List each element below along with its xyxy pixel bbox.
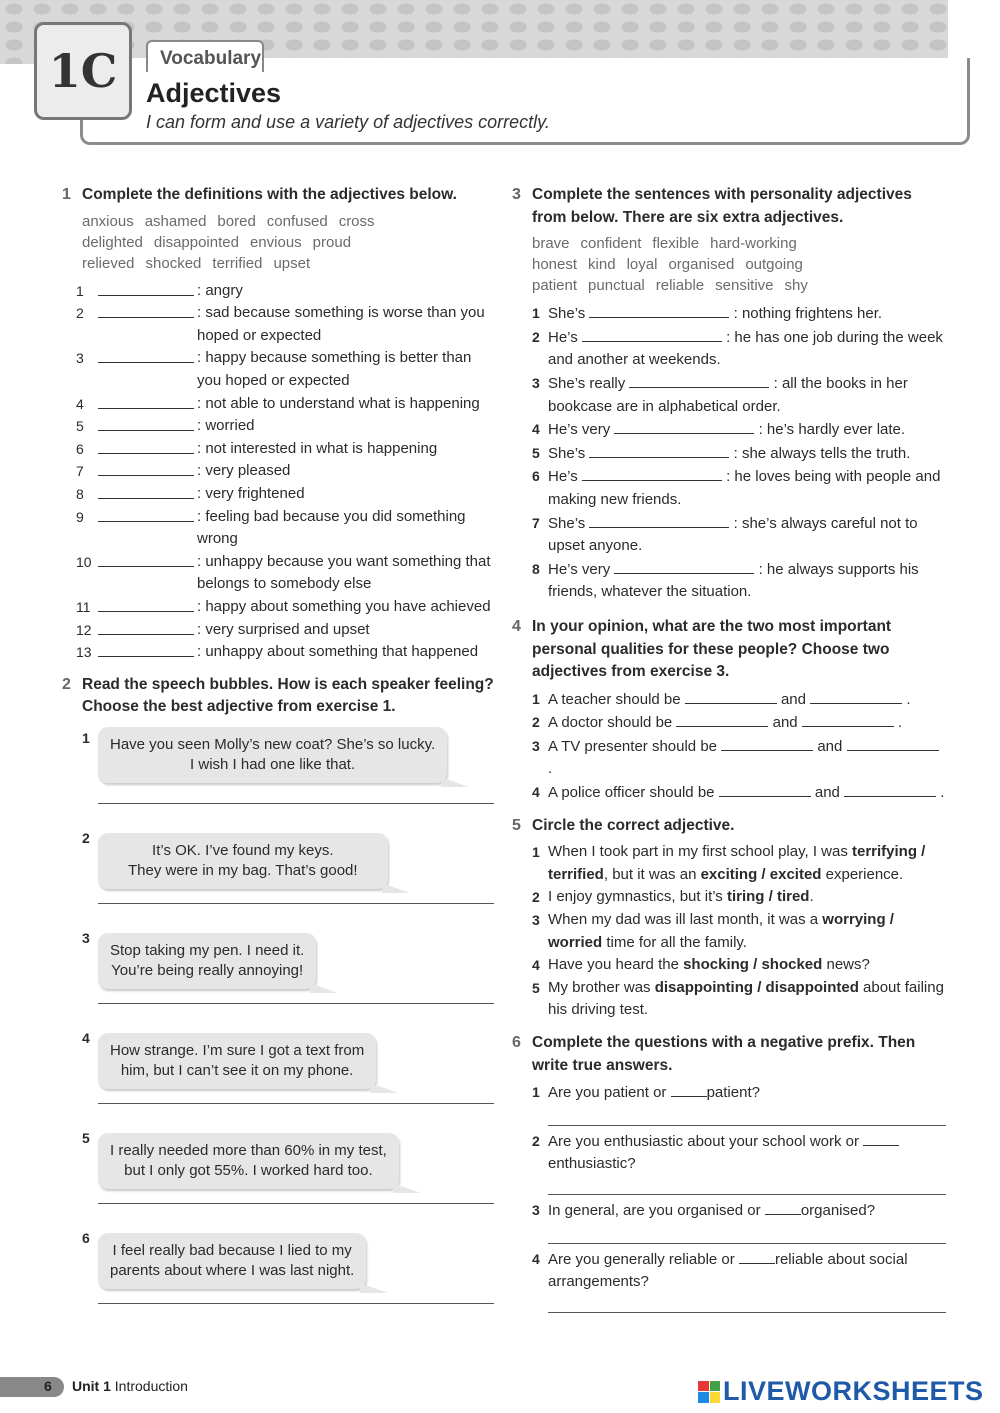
speech-item	[62, 1027, 494, 1127]
speech-item	[62, 1127, 494, 1227]
page-subtitle: I can form and use a variety of adjectives correctly.	[146, 112, 550, 132]
item-number: 5	[82, 1129, 90, 1146]
item-number: 1	[532, 844, 540, 861]
word: loyal	[626, 256, 658, 274]
answer-line[interactable]	[98, 903, 494, 904]
brand-logo[interactable]	[698, 1376, 984, 1407]
bubble-line: You’re being really annoying!	[111, 961, 304, 979]
item-number: 5	[76, 418, 84, 435]
item-text: : nothing frightens her.	[733, 305, 883, 323]
word: patient	[532, 277, 578, 295]
right-column	[512, 184, 946, 1313]
item-number: 1	[76, 282, 84, 299]
item-number: 5	[532, 979, 540, 996]
bubble-line: but I only got 55%. I worked hard too.	[124, 1161, 373, 1179]
word: anxious	[82, 212, 134, 230]
list-item: 3 A TV presenter should be and .	[532, 735, 946, 781]
item-text: reliable about social arrangements?	[548, 1250, 908, 1291]
word: punctual	[588, 277, 645, 295]
word: terrified	[212, 254, 263, 272]
choice-pair[interactable]: shocking / shocked	[683, 956, 823, 974]
item-number: 12	[76, 621, 92, 638]
item-text: : unhappy about something that happened	[197, 643, 479, 661]
ex4-instruction: In your opinion, what are the two most important personal qualities for these people? Choose two adjectives from exercise 3.	[532, 617, 892, 681]
ex1-word-bank	[62, 211, 494, 274]
brand-square	[710, 1381, 721, 1392]
item-number: 9	[76, 508, 84, 525]
answer-line[interactable]	[98, 1003, 494, 1004]
answer-blank[interactable]	[98, 551, 194, 567]
item-text: : happy about something you have achieved	[197, 597, 491, 615]
speech-bubble	[98, 833, 388, 889]
answer-blank[interactable]	[719, 781, 811, 797]
ex1-instruction: Complete the definitions with the adjectives below.	[82, 186, 457, 203]
answer-line[interactable]	[98, 1203, 494, 1204]
bubble-line: How strange. I’m sure I got a text from	[110, 1041, 365, 1059]
ex2-number: 2	[62, 675, 71, 693]
item-number: 5	[532, 444, 540, 461]
answer-blank[interactable]	[589, 442, 729, 458]
choice-pair[interactable]: tiring / tired	[726, 888, 810, 906]
ex6-items	[512, 1081, 946, 1313]
ex5-instruction: Circle the correct adjective.	[532, 816, 735, 834]
word: relieved	[82, 254, 135, 272]
speech-bubble	[98, 933, 316, 989]
item-number: 6	[76, 440, 84, 457]
word: delighted	[82, 233, 143, 251]
header-pattern	[0, 0, 948, 64]
item-text: : very frightened	[197, 484, 305, 502]
list-item	[76, 596, 494, 619]
answer-blank[interactable]	[98, 347, 194, 363]
item-number: 4	[532, 784, 540, 801]
speech-bubble	[98, 727, 447, 783]
list-item: 4 A police officer should be and .	[532, 781, 946, 805]
item-number: 6	[532, 468, 540, 485]
ex1-heading	[62, 184, 494, 207]
word: brave	[532, 235, 570, 253]
answer-blank[interactable]	[98, 619, 194, 635]
list-item	[532, 372, 946, 418]
item-number: 3	[82, 929, 90, 946]
speech-item	[62, 727, 494, 827]
list-item	[532, 977, 946, 1022]
item-text: experience.	[821, 865, 904, 883]
answer-blank[interactable]	[685, 688, 777, 704]
item-number: 7	[532, 514, 540, 531]
and-label: and	[780, 690, 806, 708]
list-item	[532, 1130, 946, 1199]
list-item	[532, 558, 946, 604]
and-label: and	[817, 737, 843, 755]
list-item	[532, 326, 946, 372]
choice-pair[interactable]: terrifying / terrified	[548, 843, 926, 883]
ex1-items	[62, 280, 494, 664]
speech-item	[62, 927, 494, 1027]
list-item	[532, 418, 946, 442]
answer-blank[interactable]	[614, 558, 754, 574]
list-item	[76, 280, 494, 303]
item-text: : very surprised and upset	[197, 620, 370, 638]
item-text: patient?	[706, 1084, 760, 1102]
bubble-line: parents about where I was last night.	[110, 1261, 355, 1279]
ex2-bubbles	[62, 727, 494, 1327]
answer-line[interactable]	[98, 1103, 494, 1104]
word: organised	[668, 256, 735, 274]
unit-code-badge: 1C	[34, 22, 132, 120]
item-number: 3	[76, 350, 84, 367]
speech-bubble	[98, 1233, 366, 1289]
word: bored	[217, 212, 256, 230]
ex5-number: 5	[512, 816, 521, 834]
ex6-heading	[512, 1032, 946, 1077]
item-text: When my dad was ill last month, it was a	[548, 911, 823, 929]
section-tab: Vocabulary	[146, 40, 264, 72]
answer-blank[interactable]	[98, 302, 194, 318]
prefix-blank[interactable]	[739, 1248, 775, 1264]
item-text: I enjoy gymnastics, but it’s	[548, 888, 727, 906]
word: flexible	[652, 235, 700, 253]
ex4-heading	[512, 616, 946, 684]
list-item	[532, 841, 946, 886]
answer-blank[interactable]	[98, 641, 194, 657]
left-column	[62, 184, 494, 1327]
item-number: 2	[532, 1132, 540, 1149]
bubble-line: I really needed more than 60% in my test,	[110, 1141, 387, 1159]
and-label: and	[814, 784, 840, 802]
item-text: He’s very	[548, 421, 611, 439]
ex6-number: 6	[512, 1034, 521, 1051]
ex4-number: 4	[512, 617, 521, 635]
list-item	[76, 393, 494, 416]
item-text: She’s	[548, 305, 586, 323]
item-text: , but it was an	[603, 865, 701, 883]
item-number: 10	[76, 553, 92, 570]
item-text: organised?	[800, 1201, 876, 1219]
item-text: A doctor should be	[548, 714, 673, 732]
item-text: : she’s always careful not to upset anyone.	[548, 514, 918, 555]
footer-bar	[0, 1377, 64, 1397]
ex3-number: 3	[512, 186, 521, 203]
word: shocked	[145, 254, 202, 272]
word: proud	[312, 233, 352, 251]
answer-line[interactable]	[548, 1223, 946, 1244]
ex1-number: 1	[62, 186, 71, 203]
list-item	[76, 641, 494, 664]
answer-blank[interactable]	[676, 711, 768, 727]
item-text: news?	[822, 956, 870, 974]
answer-line[interactable]	[98, 803, 494, 804]
list-item	[76, 483, 494, 506]
unit-title: Introduction	[114, 1378, 188, 1394]
item-text: : sad because something is worse than you hoped or expected	[197, 304, 485, 344]
item-text: : he always supports his friends, whatever the situation.	[548, 560, 919, 601]
bubble-line: Stop taking my pen. I need it.	[110, 941, 305, 959]
item-text: : very pleased	[197, 462, 291, 480]
and-label: and	[772, 714, 798, 732]
item-text: enthusiastic?	[548, 1155, 636, 1173]
list-item	[532, 1248, 946, 1313]
speech-item	[62, 827, 494, 927]
item-text: : feeling bad because you did something wrong	[197, 507, 466, 548]
answer-blank[interactable]	[614, 418, 754, 434]
choice-pair[interactable]: exciting / excited	[700, 865, 822, 883]
answer-blank[interactable]	[802, 711, 894, 727]
item-text: : worried	[197, 417, 255, 435]
item-number: 11	[76, 598, 91, 615]
item-text: : all the books in her bookcase are in alphabetical order.	[548, 374, 908, 415]
ex6-instruction: Complete the questions with a negative prefix. Then write true answers.	[532, 1034, 916, 1074]
prefix-blank[interactable]	[765, 1199, 801, 1215]
ex3-heading	[512, 184, 946, 229]
list-item	[76, 415, 494, 438]
item-number: 4	[76, 395, 84, 412]
item-text: Are you generally reliable or	[548, 1250, 735, 1268]
speech-item	[62, 1227, 494, 1327]
item-text: She’s really	[548, 374, 626, 392]
answer-line[interactable]	[98, 1303, 494, 1304]
answer-blank[interactable]	[98, 460, 194, 476]
item-number: 4	[532, 957, 540, 974]
page-number: 6	[44, 1378, 52, 1394]
item-text: : happy because something is better than you hoped or expected	[197, 349, 472, 389]
word: confident	[580, 235, 642, 253]
speech-bubble	[98, 1033, 376, 1089]
item-text: : he has one job during the week and another at weekends.	[548, 328, 943, 369]
list-item	[76, 619, 494, 642]
item-text: : he loves being with people and making new friends.	[548, 468, 941, 508]
item-text: When I took part in my first school play, I was	[548, 843, 852, 861]
bubble-line: him, but I can’t see it on my phone.	[120, 1061, 354, 1079]
bubble-line: Have you seen Molly’s new coat? She’s so lucky.	[110, 735, 436, 753]
word: hard-working	[710, 235, 797, 253]
ex3-word-bank	[512, 233, 946, 296]
ex5-heading	[512, 815, 946, 838]
word: outgoing	[745, 256, 803, 274]
word: envious	[249, 233, 302, 251]
answer-blank[interactable]	[629, 372, 769, 388]
item-text: : angry	[197, 281, 243, 299]
item-number: 4	[532, 421, 540, 438]
answer-blank[interactable]	[98, 596, 194, 612]
item-number: 3	[532, 374, 540, 391]
choice-pair[interactable]: disappointing / disappointed	[654, 978, 859, 996]
ex2-heading	[62, 674, 494, 719]
answer-blank[interactable]	[582, 465, 722, 481]
word: shy	[784, 277, 808, 295]
bubble-line: It’s OK. I’ve found my keys.	[152, 841, 334, 859]
answer-blank[interactable]	[847, 735, 939, 751]
item-text: : unhappy because you want something that belongs to somebody else	[197, 552, 491, 593]
word: upset	[273, 254, 311, 272]
answer-blank[interactable]	[98, 415, 194, 431]
item-number: 2	[82, 829, 90, 846]
list-item	[532, 909, 946, 954]
item-text: .	[809, 888, 814, 906]
word: ashamed	[144, 212, 207, 230]
list-item	[76, 506, 494, 551]
item-number: 1	[532, 1084, 540, 1101]
item-number: 2	[532, 328, 540, 345]
item-text: : not able to understand what is happening	[197, 394, 480, 412]
prefix-blank[interactable]	[863, 1130, 899, 1146]
item-text: : not interested in what is happening	[197, 439, 438, 457]
answer-blank[interactable]	[98, 483, 194, 499]
item-number: 4	[82, 1029, 90, 1046]
item-text: He’s	[548, 468, 578, 486]
answer-blank[interactable]	[589, 512, 729, 528]
item-text: In general, are you organised or	[548, 1201, 761, 1219]
item-text: A police officer should be	[548, 784, 715, 802]
list-item	[532, 465, 946, 511]
item-text: My brother was	[548, 978, 655, 996]
answer-blank[interactable]	[98, 438, 194, 454]
ex2-instruction: Read the speech bubbles. How is each speaker feeling? Choose the best adjective from exercise 1.	[82, 675, 494, 716]
answer-blank[interactable]	[589, 302, 729, 318]
bubble-line: They were in my bag. That’s good!	[128, 861, 358, 879]
item-number: 8	[532, 560, 540, 577]
word: honest	[532, 256, 578, 274]
list-item	[76, 551, 494, 596]
item-text: She’s	[548, 444, 586, 462]
item-number: 2	[76, 305, 84, 322]
bubble-line: I wish I had one like that.	[190, 755, 356, 773]
item-text: : she always tells the truth.	[733, 444, 911, 462]
list-item	[532, 302, 946, 326]
item-text: He’s	[548, 328, 578, 346]
item-number: 3	[532, 912, 540, 929]
ex3-items	[512, 302, 946, 604]
answer-line[interactable]	[548, 1105, 946, 1126]
item-number: 3	[532, 1201, 540, 1218]
brand-grid-icon	[698, 1381, 720, 1403]
ex5-items	[512, 841, 946, 1022]
item-number: 6	[82, 1229, 90, 1246]
brand-square	[698, 1381, 709, 1392]
list-item: 2 A doctor should be and .	[532, 711, 946, 735]
item-number: 1	[532, 690, 540, 707]
item-number: 3	[532, 737, 540, 754]
item-number: 2	[532, 889, 540, 906]
answer-line[interactable]	[548, 1294, 946, 1313]
brand-square	[698, 1392, 709, 1403]
list-item	[532, 954, 946, 977]
item-text: A teacher should be	[548, 690, 681, 708]
bubble-line: I feel really bad because I lied to my	[112, 1241, 352, 1259]
answer-line[interactable]	[548, 1176, 946, 1195]
item-number: 4	[532, 1250, 540, 1267]
item-text: time for all the family.	[602, 933, 747, 951]
item-text: about failing his driving test.	[548, 978, 944, 1019]
brand-name: LIVEWORKSHEETS	[723, 1376, 984, 1406]
item-text: Are you patient or	[548, 1084, 667, 1102]
answer-blank[interactable]	[582, 326, 722, 342]
answer-blank[interactable]	[844, 781, 936, 797]
item-text: Have you heard the	[548, 956, 684, 974]
item-text: : he’s hardly ever late.	[758, 421, 906, 439]
list-item	[532, 886, 946, 909]
answer-blank[interactable]	[98, 506, 194, 522]
item-text: She’s	[548, 514, 586, 532]
prefix-blank[interactable]	[671, 1081, 707, 1097]
word: disappointed	[153, 233, 239, 251]
answer-blank[interactable]	[810, 688, 902, 704]
item-number: 7	[76, 463, 84, 480]
item-number: 1	[82, 729, 90, 746]
ex4-items	[512, 688, 946, 805]
list-item	[76, 460, 494, 483]
list-item: 1 A teacher should be and .	[532, 688, 946, 712]
page-title: Adjectives	[146, 78, 282, 108]
word: confused	[266, 212, 328, 230]
ex3-instruction: Complete the sentences with personality adjectives from below. There are six extra adjectives.	[532, 186, 912, 226]
item-text: Are you enthusiastic about your school work or	[548, 1132, 859, 1150]
choice-pair[interactable]: worrying / worried	[548, 911, 894, 951]
answer-blank[interactable]	[98, 280, 194, 296]
item-number: 1	[532, 305, 540, 322]
list-item	[532, 1081, 946, 1130]
list-item	[532, 1199, 946, 1248]
item-number: 13	[76, 644, 92, 661]
item-number: 8	[76, 485, 84, 502]
list-item	[76, 302, 494, 347]
item-text: A TV presenter should be	[548, 737, 717, 755]
word: sensitive	[715, 277, 774, 295]
list-item	[76, 347, 494, 392]
unit-label: Unit 1	[72, 1378, 111, 1394]
footer-unit	[72, 1378, 188, 1394]
word: reliable	[655, 277, 705, 295]
list-item	[532, 512, 946, 558]
word: kind	[588, 256, 616, 274]
list-item	[532, 442, 946, 466]
list-item	[76, 438, 494, 461]
item-text: He’s very	[548, 560, 611, 578]
answer-blank[interactable]	[721, 735, 813, 751]
item-number: 2	[532, 714, 540, 731]
answer-blank[interactable]	[98, 393, 194, 409]
word: cross	[338, 212, 375, 230]
speech-bubble	[98, 1133, 399, 1189]
brand-square	[710, 1392, 721, 1403]
